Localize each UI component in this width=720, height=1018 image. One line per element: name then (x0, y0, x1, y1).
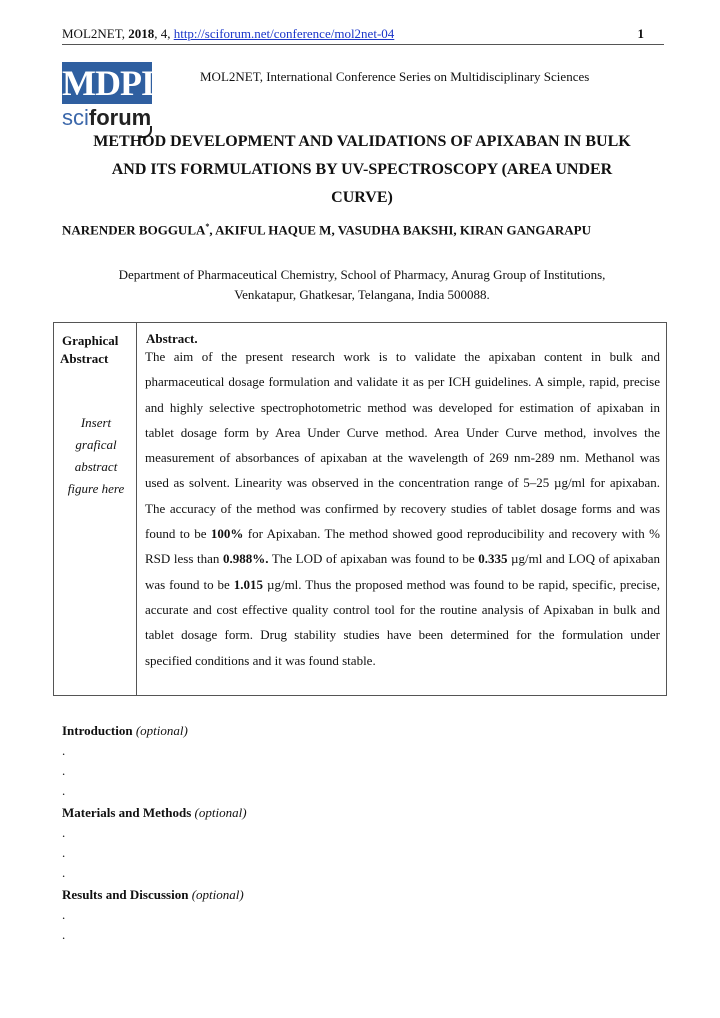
header-journal: MOL2NET, (62, 26, 125, 41)
abstract-body: The aim of the present research work is to validate the apixaban content in bulk and pharmaceutical dosage formulation and validate it as per ICH guidelines. A simple, rapid, precise and highly selective spectrophotometric method was developed for estimation of apixaban in tablet dosage form by Area Under Curve method. Area Under Curve method, involves the measurement of absorbances of apixaban at the wavelength of 269 nm-289 nm. Methanol was used as solvent. Linearity was observed in the concentration range of 5–25 µg/ml for apixaban. The accuracy of the method was confirmed by recovery studies of tablet dosage forms and was found to be 100% for Apixaban. The method showed good reproducibility and recovery with % RSD less than 0.988%. The LOD of apixaban was found to be 0.335 µg/ml and LOQ of apixaban was found to be 1.015 µg/ml. Thus the proposed method was found to be rapid, specific, precise, accurate and cost effective quality control tool for the routine analysis of Apixaban in bulk and tablet dosage form. Drug stability studies have been determined for the formulation under specified conditions and it was found stable. (145, 349, 660, 668)
placeholder-dot: . (62, 927, 66, 942)
conference-series-line: MOL2NET, International Conference Series on Multidisciplinary Sciences (200, 69, 590, 84)
graphical-abstract-placeholder: Insert grafical abstract figure here (67, 415, 125, 496)
title-line: METHOD DEVELOPMENT AND VALIDATIONS OF APIXABAN IN BULK (93, 133, 631, 150)
affiliation-line: Venkatapur, Ghatkesar, Telangana, India 500088. (234, 287, 490, 302)
recovery-value: 100% (210, 526, 244, 542)
title-line: CURVE) (331, 189, 393, 206)
column-divider (136, 323, 137, 695)
title-line: AND ITS FORMULATIONS BY UV-SPECTROSCOPY (AREA UNDER (111, 161, 613, 178)
placeholder-dot: . (62, 763, 66, 778)
section-introduction: Introduction (optional) (62, 723, 188, 738)
loq-value: 1.015 (233, 576, 264, 592)
abstract-table (53, 322, 667, 696)
affiliation-line: Department of Pharmaceutical Chemistry, School of Pharmacy, Anurag Group of Institutions, (118, 267, 606, 282)
author-list (62, 218, 662, 239)
running-header (62, 26, 664, 45)
sciforum-wordmark: sciforum (62, 106, 154, 130)
abstract-heading: Abstract. (146, 331, 198, 346)
graphical-abstract-heading: Graphical Abstract (60, 333, 119, 366)
corresponding-mark: * (205, 222, 210, 231)
placeholder-dot: . (62, 783, 66, 798)
placeholder-dot: . (62, 825, 66, 840)
placeholder-dot: . (62, 845, 66, 860)
placeholder-dot: . (62, 743, 66, 758)
rsd-value: 0.988%. (222, 551, 269, 567)
section-results-discussion: Results and Discussion (optional) (62, 887, 244, 902)
first-author: NARENDER BOGGULA (62, 222, 206, 238)
placeholder-dot: . (62, 907, 66, 922)
lod-value: 0.335 (478, 551, 508, 567)
affiliation (62, 265, 662, 305)
section-materials-methods: Materials and Methods (optional) (62, 805, 247, 820)
paper-title (62, 128, 662, 212)
mdpi-sciforum-logo (62, 62, 154, 132)
conference-link[interactable]: http://sciforum.net/conference/mol2net-04 (173, 26, 395, 41)
page-number: 1 (637, 26, 644, 41)
header-citation: MOL2NET, 2018, 4, http://sciforum.net/conference/mol2net-04 (62, 26, 395, 41)
placeholder-dot: . (62, 865, 66, 880)
coauthors: , AKIFUL HAQUE M, VASUDHA BAKSHI, KIRAN GANGARAPU (209, 222, 591, 238)
header-year: 2018 (128, 26, 155, 41)
mdpi-logo-box: MDPI (62, 63, 154, 103)
header-volume: 4, (160, 26, 171, 41)
